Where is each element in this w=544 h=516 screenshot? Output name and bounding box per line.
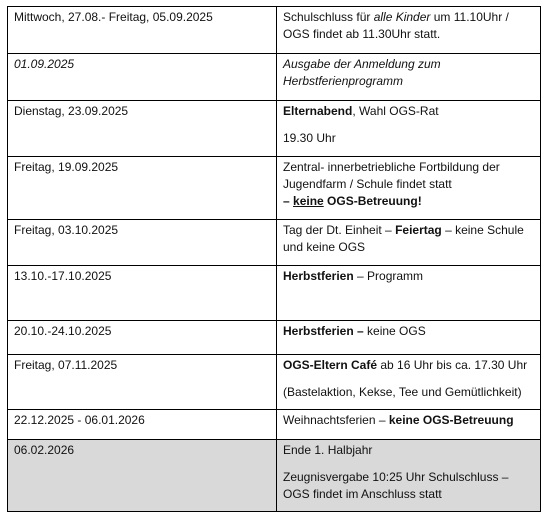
event-text: um 11.10Uhr / (430, 10, 509, 24)
table-row (8, 410, 541, 440)
event-text: 19.30 Uhr (283, 131, 336, 145)
event-text: Jugendfarm / Schule findet statt (283, 177, 452, 191)
event-text: Zentral- innerbetriebliche Fortbildung der (283, 160, 500, 174)
event-cell (277, 266, 541, 321)
event-text: OGS findet im Anschluss statt (283, 487, 442, 501)
date-text: 01.09.2025 (14, 57, 75, 71)
event-text: ab 16 Uhr bis ca. 17.30 Uhr (377, 358, 528, 372)
date-cell (8, 355, 277, 410)
event-cell (277, 220, 541, 266)
date-text: Dienstag, 23.09.2025 (14, 104, 129, 118)
event-text-bold: keine OGS-Betreuung (388, 413, 514, 427)
event-cell (277, 101, 541, 157)
date-text: 20.10.-24.10.2025 (14, 324, 112, 338)
event-text: – keine Schule (441, 223, 524, 237)
event-cell (277, 410, 541, 440)
date-text: Freitag, 03.10.2025 (14, 223, 119, 237)
date-text: 22.12.2025 - 06.01.2026 (14, 413, 145, 427)
date-cell (8, 157, 277, 220)
event-text: Tag der Dt. Einheit – (283, 223, 396, 237)
date-text: 06.02.2026 (14, 443, 75, 457)
event-text-bold: Elternabend (283, 104, 353, 118)
date-cell (8, 54, 277, 101)
date-cell (8, 266, 277, 321)
date-cell (8, 7, 277, 54)
date-cell (8, 220, 277, 266)
event-text-underline: keine (293, 194, 324, 208)
table-row (8, 220, 541, 266)
event-text-bold: Herbstferien (283, 269, 354, 283)
table-row (8, 355, 541, 410)
event-cell (277, 7, 541, 54)
table-row (8, 321, 541, 355)
event-text-bold: Feiertag (395, 223, 442, 237)
table-row (8, 101, 541, 157)
event-cell (277, 157, 541, 220)
event-text-bold: Herbstferien – (283, 324, 364, 338)
event-cell (277, 54, 541, 101)
event-text: Herbstferienprogramm (283, 74, 404, 88)
event-text: Ausgabe der Anmeldung zum (283, 57, 441, 71)
date-text: Freitag, 19.09.2025 (14, 160, 119, 174)
table-row (8, 266, 541, 321)
table-row (8, 157, 541, 220)
table-row (8, 54, 541, 101)
table-row (8, 440, 541, 512)
event-cell (277, 355, 541, 410)
event-text-italic: alle Kinder (373, 10, 431, 24)
date-cell (8, 101, 277, 157)
date-cell (8, 321, 277, 355)
table-row (8, 7, 541, 54)
event-text-bold: – (283, 194, 294, 208)
event-cell (277, 321, 541, 355)
event-text: Schulschluss für (283, 10, 374, 24)
date-cell (8, 440, 277, 512)
event-text: (Bastelaktion, Kekse, Tee und Gemütlichkeit) (283, 385, 522, 399)
event-cell (277, 440, 541, 512)
date-text: Freitag, 07.11.2025 (14, 358, 118, 372)
event-text: , Wahl OGS-Rat (352, 104, 439, 118)
date-cell (8, 410, 277, 440)
event-text: – Programm (353, 269, 424, 283)
event-text-bold: OGS-Eltern Café (283, 358, 378, 372)
date-text: Mittwoch, 27.08.- Freitag, 05.09.2025 (14, 10, 213, 24)
event-text: Zeugnisvergabe 10:25 Uhr Schulschluss – (283, 470, 509, 484)
event-text: keine OGS (363, 324, 426, 338)
event-text: Weihnachtsferien – (283, 413, 389, 427)
event-text-bold: OGS-Betreuung! (323, 194, 422, 208)
event-text: und keine OGS (283, 240, 366, 254)
event-text: OGS findet ab 11.30Uhr statt. (283, 27, 441, 41)
event-text: Ende 1. Halbjahr (283, 443, 373, 457)
schedule-table (7, 6, 541, 512)
date-text: 13.10.-17.10.2025 (14, 269, 112, 283)
